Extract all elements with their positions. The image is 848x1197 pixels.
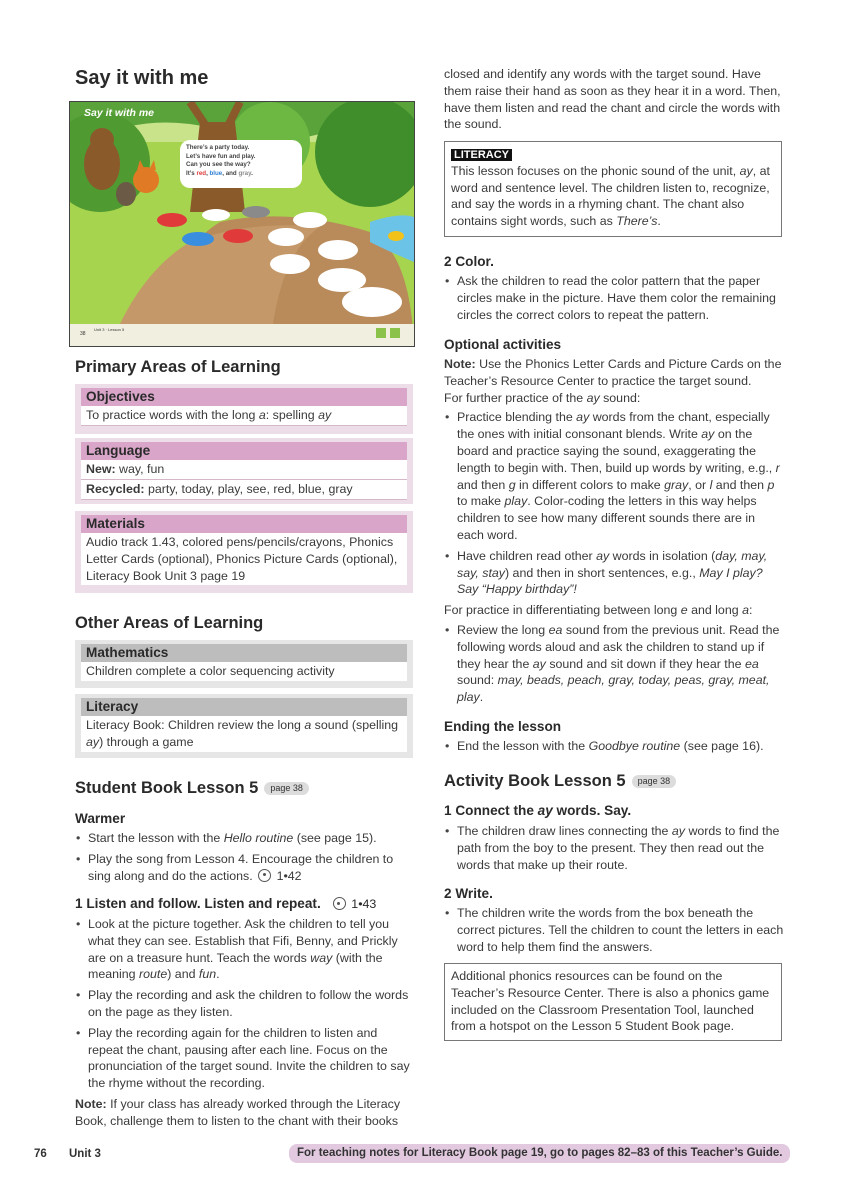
text-italic: ay [532, 656, 546, 671]
text: on the board and practice saying the sound, exaggerating the length to begin with. Then, build up words by writing, e.g., [457, 427, 776, 475]
text: Have children read other [457, 548, 597, 563]
text-italic: ay [576, 410, 590, 425]
text: and long [687, 603, 743, 618]
listen-heading [75, 895, 376, 913]
text: For practice in differentiating between long [444, 603, 681, 618]
text: Start the lesson with the [88, 831, 224, 845]
text: The children draw lines connecting the [457, 824, 672, 838]
text: sound from the previous unit. Read the following words aloud and ask the children to stand up if they hear the [457, 622, 780, 671]
text-italic: g [508, 477, 516, 492]
list-item [444, 548, 784, 598]
bubble-line [186, 170, 296, 179]
literacy-area-box [75, 694, 413, 758]
text: Practice blending the [457, 410, 577, 425]
lesson-picture [69, 101, 415, 347]
text: ) and [167, 967, 199, 982]
continued-text: closed and identify any words with the target sound. Have them raise their hand as soon as they hear it in a word. Then, have them listen and read the chant and circle the words with the sound. [444, 67, 781, 132]
language-recycled [81, 480, 407, 500]
connect-section [444, 823, 784, 877]
audio-cd-icon [333, 897, 346, 910]
text: way, fun [115, 462, 165, 476]
text-italic: fun [198, 967, 217, 982]
bubble-line: There’s a party today. [186, 144, 250, 151]
list-item [444, 622, 784, 706]
connect-heading [444, 802, 631, 820]
bubble-red-word: red [196, 169, 207, 177]
text: and then [457, 477, 509, 492]
text: Literacy Book: Children review the long [86, 718, 305, 732]
text: End the lesson with the [457, 739, 589, 753]
text: , or [688, 477, 710, 492]
audio-cd-icon [258, 869, 271, 882]
text: sound: [457, 673, 498, 688]
mathematics-box [75, 640, 413, 688]
list-item: • Play the recording again for the children to listen and repeat the chant, pausing after each line. Focus on the pronunciation of the target sound. Invite the children to say the rhyme without the recording. [75, 1025, 413, 1092]
speech-bubble [180, 140, 302, 188]
text-italic: may, beads, peach, gray, today, peas, gray, meat, play [457, 673, 770, 705]
objectives-text [81, 406, 407, 426]
list-item: • Play the recording and ask the children to follow the words on the page as they listen. [75, 987, 413, 1021]
warmer-heading: Warmer [75, 811, 126, 826]
text: Play the song from Lesson 4. Encourage the children to sing along and do the actions. [88, 851, 394, 883]
differentiating-line [444, 602, 784, 619]
label: New: [86, 462, 116, 476]
bubble-text: It’s [186, 169, 197, 177]
literacy-tag: LITERACY [451, 149, 512, 161]
language-head: Language [81, 442, 407, 460]
text-italic: day, may, say, stay [457, 548, 768, 580]
bubble-text: , [206, 169, 210, 177]
text-italic: route [138, 967, 168, 982]
optional-note [444, 356, 784, 390]
mathematics-text: Children complete a color sequencing activity [81, 662, 407, 681]
page-title: Say it with me [75, 67, 209, 89]
unit-label: Unit 3 [69, 1148, 101, 1160]
write-heading: 2 Write. [444, 886, 493, 901]
text-italic: ea [744, 656, 759, 671]
text: words. Say. [552, 803, 632, 818]
text-italic: ay [671, 824, 685, 838]
text-italic: ay [739, 163, 753, 178]
text: words to find the path from the boy to the present. They then read out the words that make up their route. [457, 824, 780, 872]
footer-note: For teaching notes for Literacy Book page 19, go to pages 82–83 of this Teacher’s Guide. [289, 1144, 790, 1163]
list-item [75, 851, 413, 885]
text-italic: Hello routine [223, 831, 294, 845]
list-item [75, 916, 413, 983]
text: (see page 16). [680, 739, 764, 753]
list-item [75, 830, 413, 847]
heading-text: Student Book Lesson 5 [75, 779, 259, 797]
text-italic: play [504, 494, 528, 509]
materials-text: Audio track 1.43, colored pens/pencils/crayons, Phonics Letter Cards (optional), Phonics Picture Cards (optional), Literacy Book Unit 3 page 19 [81, 533, 407, 585]
text-italic: p [767, 477, 775, 492]
list-item [444, 823, 784, 873]
text-italic: ay [586, 390, 600, 405]
text-italic: a [304, 718, 312, 732]
note-paragraph [75, 1096, 413, 1130]
text: , at word and sentence level. The children listen to, recognize, and say the words in a rhyming chant. The chant also contains sight words, such as [451, 163, 770, 229]
heading-text: 1 Listen and follow. Listen and repeat. [75, 896, 321, 911]
activity-book-heading [444, 771, 676, 791]
text: For further practice of the [444, 390, 587, 405]
text-italic: a [258, 408, 266, 422]
text: sound and sit down if they hear the [545, 656, 745, 671]
objectives-head: Objectives [81, 388, 407, 406]
materials-box [75, 511, 413, 593]
text: (see page 15). [293, 831, 377, 845]
materials-head: Materials [81, 515, 407, 533]
mathematics-head: Mathematics [81, 644, 407, 662]
text-italic: ay [701, 427, 715, 442]
text: sound: [599, 390, 641, 405]
literacy-area-text [81, 716, 407, 752]
other-areas-heading: Other Areas of Learning [75, 614, 264, 632]
bubble-line: Can you see the way? [186, 161, 251, 169]
objectives-box [75, 384, 413, 434]
text-italic: ay [86, 734, 100, 749]
text: ) through a game [99, 734, 194, 749]
text-italic: Goodbye routine [588, 739, 681, 753]
list-item: • Ask the children to read the color pattern that the paper circles make in the picture. Have them color the remaining circles the correct colors to repeat the pattern. [444, 273, 784, 323]
text: . [479, 690, 484, 705]
text-italic: There’s [616, 214, 658, 229]
text: and then [712, 477, 768, 492]
text: This lesson focuses on the phonic sound of the unit, [451, 163, 740, 178]
text: Look at the picture together. Ask the children to tell you what they can see. Establish that Fifi, Benny, and Prickly are on a treasure hunt. Teach the words [88, 917, 398, 965]
listen-section [75, 916, 413, 1130]
picture-header: Say it with me [84, 107, 155, 119]
text-italic: l [709, 477, 713, 492]
text-italic: way [310, 950, 333, 965]
color-section [444, 273, 784, 327]
page-ref-badge: page 38 [632, 775, 677, 788]
text-italic: gray [664, 477, 689, 492]
text: party, today, play, see, red, blue, gray [144, 481, 353, 496]
picture-footer-number: 38 [80, 331, 86, 337]
optional-heading: Optional activities [444, 337, 562, 352]
bubble-text: . [251, 169, 253, 177]
optional-section [444, 356, 784, 710]
label: Note: [444, 357, 476, 371]
text: to make [457, 494, 505, 509]
text-italic: r [775, 460, 780, 475]
list-item [444, 409, 784, 543]
track-number: 1•42 [276, 868, 302, 883]
text: Review the long [457, 622, 549, 637]
text: words in isolation ( [609, 548, 716, 563]
text: . [216, 967, 220, 982]
further-practice-line [444, 390, 784, 407]
text: To practice words with the long [86, 408, 259, 422]
page-number: 76 [34, 1148, 47, 1160]
text: sound (spelling [311, 718, 399, 732]
forest-scene-illustration [70, 102, 414, 346]
page-ref-badge: page 38 [264, 782, 309, 795]
text: : spelling [265, 408, 319, 422]
primary-areas-heading: Primary Areas of Learning [75, 358, 281, 376]
bubble-gray-word: gray [238, 169, 252, 177]
text: . Color-coding the letters in this way helps children to see how many different sounds there are in each word. [457, 494, 757, 542]
language-box [75, 438, 413, 504]
literacy-text [451, 163, 775, 230]
text-italic: ay [537, 803, 553, 818]
bubble-blue-word: blue [209, 169, 223, 177]
text-italic: e [680, 603, 688, 618]
label: Recycled: [86, 481, 145, 496]
list-item: • The children write the words from the box beneath the correct pictures. Tell the children to count the letters in each word to help them find the answers. [444, 905, 784, 955]
track-number: 1•43 [351, 897, 377, 911]
literacy-area-head: Literacy [81, 698, 407, 716]
text-italic: May I play? Say “Happy birthday”! [457, 565, 763, 597]
text: words from the chant, especially the ones with initial consonant blends. Write [457, 410, 770, 442]
text: (with the meaning [88, 950, 383, 982]
bubble-line: Let’s have fun and play. [186, 152, 256, 160]
literacy-box [444, 141, 782, 237]
warmer-section [75, 830, 413, 888]
text: ) and then in short sentences, e.g., [504, 565, 700, 580]
student-book-heading [75, 778, 309, 798]
text-italic: ay [596, 548, 610, 563]
text-italic: a [742, 603, 749, 618]
text-italic: ea [548, 622, 563, 637]
language-new [81, 460, 407, 480]
label: Note: [75, 1096, 107, 1111]
text: : [748, 603, 753, 618]
ending-section [444, 738, 784, 759]
additional-resources-box: Additional phonics resources can be found on the Teacher’s Resource Center. There is also a phonics game included on the Classroom Presentation Tool, launched from a hotspot on the Lesson 5 Student Book page. [444, 963, 782, 1041]
text: Use the Phonics Letter Cards and Picture Cards on the Teacher’s Resource Center to practice the target sound. [444, 357, 782, 388]
bubble-text: , and [222, 169, 239, 177]
write-section [444, 905, 784, 959]
heading-text: Activity Book Lesson 5 [444, 772, 626, 790]
text: . [657, 214, 661, 229]
text: 1 Connect the [444, 803, 538, 818]
picture-footer-unit: Unit 3 · Lesson 5 [94, 327, 125, 332]
text-italic: ay [318, 408, 332, 422]
text: If your class has already worked through the Literacy Book, challenge them to listen to the chant with their books [75, 1096, 401, 1128]
ending-heading: Ending the lesson [444, 719, 562, 734]
text: in different colors to make [515, 477, 665, 492]
color-heading: 2 Color. [444, 254, 494, 269]
list-item [444, 738, 784, 755]
